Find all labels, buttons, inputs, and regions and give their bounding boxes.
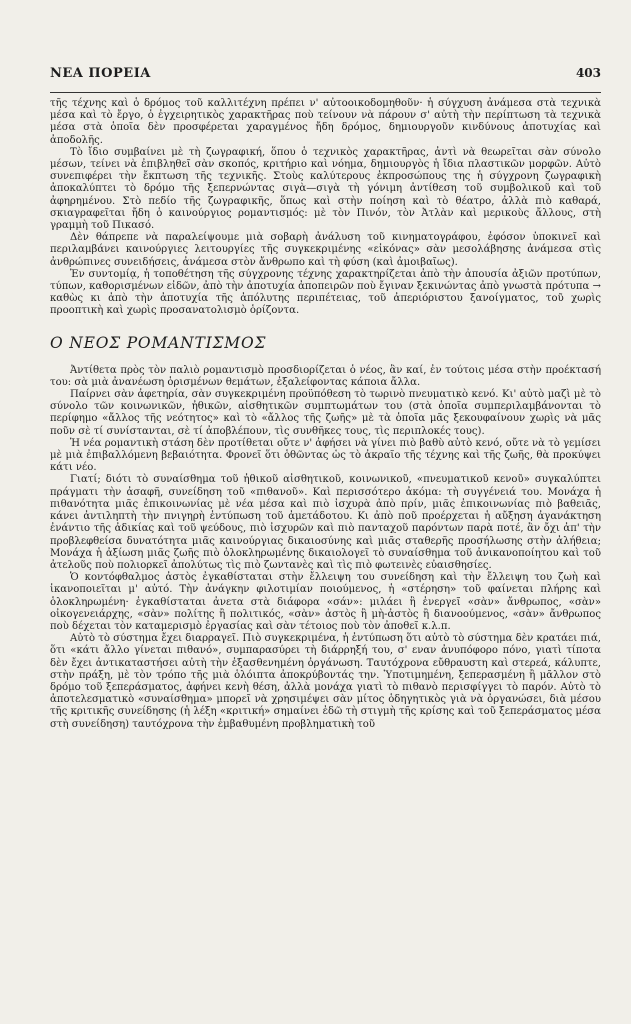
paragraph: Ὁ κοντόφθαλμος ἀστὸς ἐγκαθίσταται στὴν ἔλλειψη του συνείδηση καὶ τὴν ἔλλειψη του ζωὴ καὶ ἱκανοποιεῖται μ' αὐτό. Τὴν ἀνάγκην φιλοτιμίαν ποιούμενος, ἡ «στέρηση» τοῦ φαίνεται πλήρης καὶ ὁλοκληρωμένη· ἐγκαθίσταται ἀνετα στὰ διάφορα «σάν»: μιλάει ἢ ἐνεργεῖ «σὰν» ἄνθρωπος, «σὰν» οἰκογενειάρχης, «σὰν» πολίτης ἢ πολιτικός, «σὰν» ἀστὸς ἢ μὴ-ἀστὸς ἢ διανοούμενος, «σὰν» ἄνθρωπος ποὺ δέχεται τὸν καταμερισμὸ ἐργασίας καὶ σὰν τέτοιος ποὺ τὸν ἀποθεῖ κ.λ.π. bbox=[50, 572, 601, 632]
section-heading: Ο ΝΕΟΣ ΡΟΜΑΝΤΙΣΜΟΣ bbox=[50, 333, 267, 352]
paragraph: Γιατί; διότι τὸ συναίσθημα τοῦ ἠθικοῦ αἰσθητικοῦ, κοινωνικοῦ, «πνευματικοῦ κενοῦ» συγκαλύπτει πράγματι τὴν ἀσαφῆ, συνείδηση τοῦ «πιθανοῦ». Καὶ περισσότερο ἀκόμα: τὴ συγγένειά του. Μονάχα ἡ πιθανότητα μιᾶς ἐπικοινωνίας μὲ νέα μέσα καὶ πιὸ ἰσχυρὰ ἀπὸ πρίν, μιᾶς ἐπικοινωνίας πιὸ βαθειᾶς, κάνει ἀντιληπτὴ τὴν πνιγηρὴ ἐντύπωση τοῦ ἀμετάδοτου. Κι ἀπὸ ποῦ προέρχεται ἡ αὔξηση ἀγανάκτηση ἐνάντιο τῆς ἀδικίας καὶ τοῦ ψεύδους, πιὸ ἰσχυρῶν καὶ πιὸ πανταχοῦ παρόντων παρὰ ποτέ, ἂν ὄχι ἀπ' τὴν προβλεφθείσα δυνατότητα μιᾶς καινούργιας δικαιοσύνης καὶ μιᾶς σταθερῆς προσήλωσης στὴν ἀλήθεια; Μονάχα ἡ ἀξίωση μιᾶς ζωῆς πιὸ ὁλοκληρωμένης δικαιολογεῖ τὸ συναίσθημα τοῦ ἀνικανοποίητου καὶ τοῦ ἀτελοῦς ποὺ πολιορκεῖ ἀπολύτως τὶς πιὸ ζωντανὲς καὶ τὶς πιὸ φωτεινὲς εὐαισθησίες. bbox=[50, 474, 601, 571]
running-title: ΝΕΑ ΠΟΡΕΙΑ bbox=[50, 66, 151, 81]
paragraph: Ἡ νέα ρομαντικὴ στάση δὲν προτίθεται οὔτε ν' ἀφήσει νὰ γίνει πιὸ βαθὺ αὐτὸ κενό, οὔτε νὰ τὸ γεμίσει μὲ μιὰ ἐπιβαλλόμενη βεβαιότητα. Φρονεῖ ὅτι ὁθῶντας ὡς τὸ ἀκραῖο τῆς τέχνης καὶ τῆς ζωῆς, θὰ προκύψει κάτι νέο. bbox=[50, 437, 601, 474]
paragraph: Ἀντίθετα πρὸς τὸν παλιὸ ρομαντισμὸ προσδιορίζεται ὁ νέος, ἂν καί, ἐν τούτοις μέσα στὴν προέκτασή του: σὰ μιὰ ἀνανέωση ὁρισμένων θεμάτων, ἐξαλείφοντας κάποια ἄλλα. bbox=[50, 364, 601, 388]
paragraph: Παίρνει σὰν ἀφετηρία, σὰν συγκεκριμένη προϋπόθεση τὸ τωρινὸ πνευματικὸ κενό. Κι' αὐτὸ μαζὶ μὲ τὸ σύνολο τῶν κοινωνικῶν, ἠθικῶν, αἰσθητικῶν συμπτωμάτων του (στὰ ὁποῖα συμπεριλαμβάνονται τὸ περίφημο «ἄλλος τῆς νεότητος» καὶ τὸ «ἄλλος τῆς ζωῆς» μὲ τὰ ὁποῖα μᾶς ξεκουφαίνουν χωρὶς νὰ μᾶς ποῦν σὲ τί συνίστανται, σὲ τί ἀποβλέπουν, τὶς συνθῆκες τους, τὶς περιπλοκές τους). bbox=[50, 389, 601, 437]
header-rule bbox=[50, 92, 601, 93]
paragraph: Τὸ ἴδιο συμβαίνει μὲ τὴ ζωγραφική, ὅπου ὁ τεχνικὸς χαρακτῆρας, ἀντὶ νὰ θεωρεῖται σὰν σύνολο μέσων, τείνει νὰ ἐπιβληθεῖ σὰν σκοπός, κριτήριο καὶ νόημα, δημιουργὸς ἡ ἴδια πλαστικῶν μορφῶν. Αὐτὸ συνεπιφέρει τὴν ἔκπτωση τῆς τεχνικῆς. Στοὺς καλύτερους ἐκπροσώπους της ἡ σύγχρονη ζωγραφικὴ ἀποκαλύπτει τὸ δρόμο τῆς ξεπερνώντας σιγὰ—σιγὰ τὴ γόνιμη ἀντίθεση τοῦ συμβολικοῦ καὶ τοῦ ἀφηρημένου. Στὸ πεδίο τῆς ζωγραφικῆς, ὅπως καὶ στὴν ποίηση καὶ τὸ θέατρο, ἀλλὰ πιὸ καθαρά, σκιαγραφεῖται ἤδη ὁ καινούργιος ρομαντισμός: μὲ τὸν Πινόν, τὸν Ἀτλὰν καὶ μερικοὺς ἄλλους, στὴ γραμμὴ τοῦ Πικασό. bbox=[50, 146, 601, 232]
paragraph: τῆς τέχνης καὶ ὁ δρόμος τοῦ καλλιτέχνη πρέπει ν' αὐτοοικοδομηθοῦν· ἡ σύγχυση ἀνάμεσα στὰ τεχνικὰ μέσα καὶ τὸ ἔργο, ὁ ἐγχειρητικὸς χαρακτῆρας ποὺ τείνουν νὰ πάρουν σ' αὐτὴ τὴν περίπτωση τὰ τεχνικὰ μέσα στὰ ὁποῖα δὲν προσφέρεται χαραγμένος ἤδη δρόμος, δημιουργοῦν κινδύνους ἀποτυχίας καὶ ἀποδολῆς. bbox=[50, 98, 601, 146]
page-header bbox=[50, 66, 601, 88]
page-number: 403 bbox=[575, 66, 601, 80]
paragraph: Δὲν θάπρεπε νὰ παραλείψουμε μιὰ σοβαρὴ ἀνάλυση τοῦ κινηματογράφου, ἐφόσον ὑποκινεῖ καὶ περιλαμβάνει καινούργιες λειτουργίες τῆς συγκεκριμένης «εἰκόνας» σὰν μεσολάβησης ἀνάμεσα στὶς ἀνθρώπινες συνειδήσεις, ἀνάμεσα στὸν ἄνθρωπο καὶ τὴ φύση (καὶ ἀμοιβαῖως). bbox=[50, 232, 601, 268]
paragraph: Ἐν συντομίᾳ, ἡ τοποθέτηση τῆς σύγχρονης τέχνης χαρακτηρίζεται ἀπὸ τὴν ἀπουσία ἀξιῶν προτύπων, τύπων, καθορισμένων εἰδῶν, ἀπὸ τὴν ἀποτυχία ἀποπειρῶν ποὺ ἔγιναν ξεκινώντας ἀπὸ γνωστὰ πρότυπα → καθὼς κι ἀπὸ τὴν ἀποτυχία τῆς ἀπόλυτης περιπέτειας, τοῦ ἀπεριόριστου ξανοίγματος, τοῦ χωρὶς προοπτικὴ καὶ χωρὶς προσανατολισμὸ ὁρίζοντα. bbox=[50, 268, 601, 317]
article-body bbox=[50, 98, 601, 731]
paragraph: Αὐτὸ τὸ σύστημα ἔχει διαρραγεῖ. Πιὸ συγκεκριμένα, ἡ ἐντύπωση ὅτι αὐτὸ τὸ σύστημα δὲν κρατάει πιά, ὅτι «κάτι ἄλλο γίνεται πιθανό», συμπαρασύρει τὴ διάρρηξή του, σ' εναν ἀνυπόφορο πόνο, γιατὶ τίποτα δὲν ἔχει ἀντικαταστήσει αὐτὴ τὴν ἐξασθενημένη ὀργάνωση. Ταυτόχρονα εὔθραυστη καὶ στερεά, κάλυπτε, στὴν πράξη, μὲ τὸν τρόπο τῆς μιὰ ὁλόιπτα ἀποκρύβοντάς την. Ὑποτιμημένη, ξεπερασμένη ἢ μᾶλλον στὸ δρόμο τοῦ ξεπεράσματος, ἀφήνει κενὴ θέση, ἀλλὰ μονάχα γιατὶ τὸ πιθανὸ περισφίγγει τὸ παρόν. Αὐτὸ τὸ ἀποτελεσματικὸ «συναίσθημα» μπορεῖ νὰ χρησιμέψει σὰν μίτος ὁδηγητικὸς γιὰ νὰ ὀργανώσει, διὰ μέσου τῆς κριτικῆς συνείδησης (ἡ λέξη «κριτική» σημαίνει ἐδῶ τὴ στιγμὴ τῆς κρίσης καὶ τοῦ ξεπεράσματος μέσα στὴ συνείδηση) ταυτόχρονα τὴν ἐμβαθυμένη προβληματικὴ τοῦ bbox=[50, 633, 601, 730]
